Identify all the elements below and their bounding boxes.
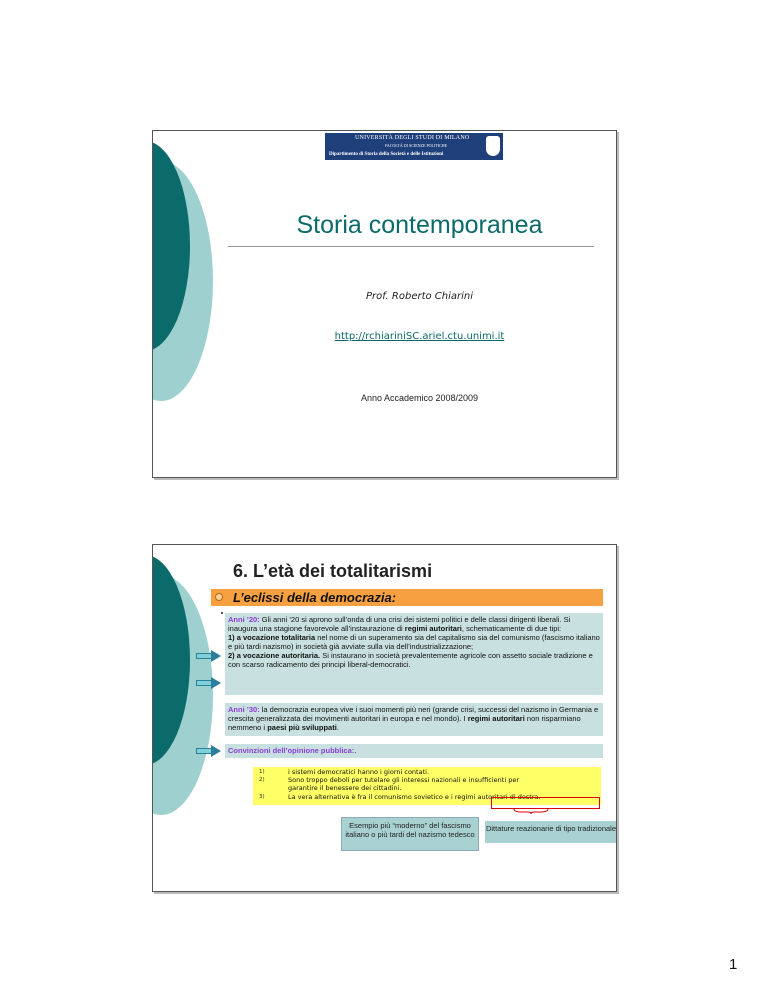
list-number: 2): [259, 777, 265, 783]
list-text: garantire il benessere dei cittadini.: [288, 784, 402, 792]
logo-line-3: Dipartimento di Storia della Società e delle Istituzioni: [329, 152, 444, 157]
slide-decoration-shape: [153, 131, 223, 477]
anni-30-text: la democrazia europea vive i suoi momenti più neri (grande crisi, successi del nazismo in Germania e crescita generalizzata dei movimenti autoritari in europa e nel mondo). I: [228, 705, 599, 723]
item-2-text: Si instaurano in società prevalentemente agricole con assetto sociale tradizione e con scarso radicamento dei principi liberal-democratici.: [228, 651, 593, 669]
convinzioni-label: Convinzioni dell’opinione pubblica:: [228, 746, 355, 755]
title-divider: [228, 246, 594, 247]
item-1-label: 1) a vocazione totalitaria: [228, 633, 316, 642]
item-2-label: 2) a vocazione autoritaria.: [228, 651, 321, 660]
section-bar: [211, 589, 603, 606]
anni-30-label: Anni ’30:: [228, 705, 260, 714]
slide-title: [152, 130, 617, 478]
page-number: 1: [729, 956, 738, 973]
anni-30-box: [225, 703, 603, 736]
academic-year: Anno Accademico 2008/2009: [360, 393, 479, 403]
list-text: La vera alternativa è fra il comunismo sovietico e i regimi autoritari di destra.: [288, 793, 541, 801]
list-number: 3): [259, 794, 265, 800]
example-modern-box: Esempio più “moderno” del fascismo italiano o più tardi del nazismo tedesco: [341, 817, 479, 851]
professor-name: Prof. Roberto Chiarini: [365, 291, 474, 302]
regimi-autoritari-term: regimi autoritari: [467, 714, 525, 723]
anni-30-text-end: .: [336, 723, 339, 732]
crest-icon: [486, 136, 500, 156]
section-heading: L’eclissi della democrazia:: [233, 590, 397, 605]
convinzioni-after: .: [354, 746, 357, 755]
list-number: 1): [259, 769, 265, 775]
logo-line-2: FACOLTÀ DI SCIENZE POLITICHE: [385, 143, 448, 148]
brace-icon: [513, 808, 549, 814]
course-url-link[interactable]: http://rchiariniSC.ariel.ctu.unimi.it: [334, 331, 505, 342]
convinzioni-box: [225, 744, 603, 758]
bullet-icon: [215, 593, 223, 601]
anni-30-text-2: non risparmiano nemmeno i: [228, 714, 581, 732]
arrow-icon: [196, 677, 222, 689]
slide-title-text: Storia contemporanea: [296, 211, 543, 239]
arrow-icon: [196, 650, 222, 662]
university-logo: [325, 133, 503, 160]
slide-totalitarismi: [152, 544, 617, 892]
list-text: Sono troppo deboli per tutelare gli interessi nazionali e insufficienti per: [288, 776, 520, 784]
item-1-text: nel nome di un superamento sia del capitalismo sia del comunismo (fascismo italiano e più tardi nazismo) in società già avviate sulla via dell’industrializzazione;: [228, 633, 600, 651]
anni-20-text-2: , schematicamente di due tipi:: [461, 624, 562, 633]
slide-heading: 6. L’età dei totalitarismi: [233, 561, 433, 581]
paesi-sviluppati-term: paesi più sviluppati: [267, 723, 337, 732]
example-traditional-box: Dittature reazionarie di tipo tradizionale: [485, 821, 617, 843]
anni-20-text: Gli anni ’20 si aprono sull’onda di una crisi dei sistemi politici e delle classi dirigenti liberali. Si inaugura una stagione favorevole all’instaurazione di: [228, 615, 571, 633]
logo-line-1: UNIVERSITÀ DEGLI STUDI DI MILANO: [355, 135, 470, 141]
anni-20-box: [225, 613, 603, 695]
anni-20-label: Anni ’20:: [228, 615, 260, 624]
regimi-autoritari-term: regimi autoritari: [404, 624, 462, 633]
arrow-icon: [196, 745, 222, 757]
marker-dot: [221, 612, 223, 614]
list-text: i sistemi democratici hanno i giorni contati.: [288, 768, 430, 776]
